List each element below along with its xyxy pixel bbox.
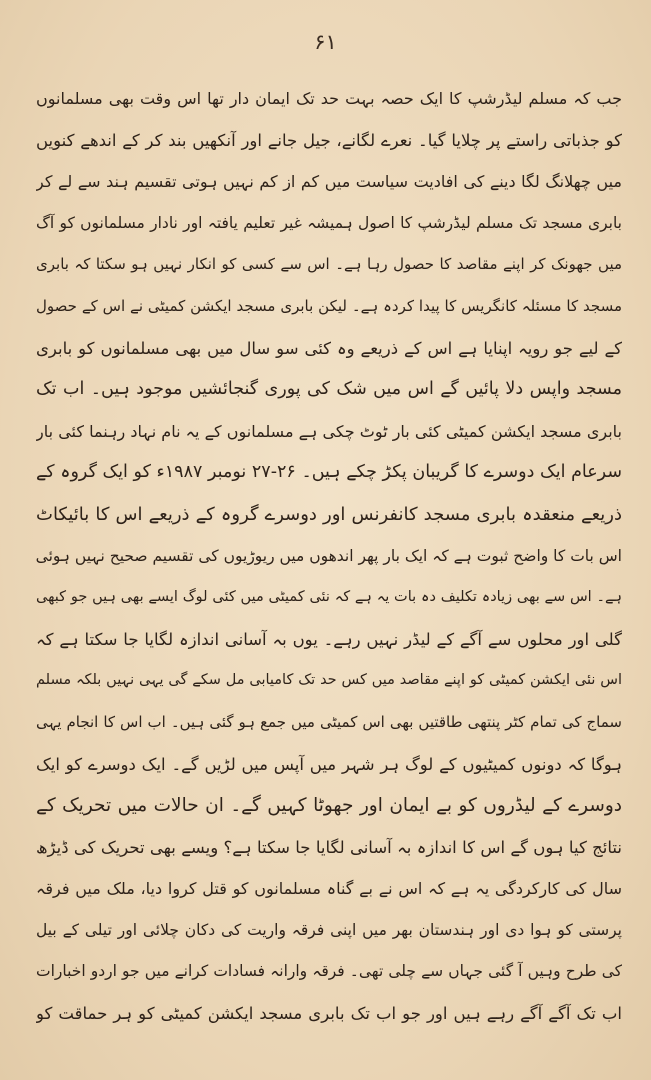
text-line: گلی اور محلوں سے آگے کے لیڈر نہیں رہے۔ یوں بہ آسانی اندازہ لگایا جا سکتا ہے کہ xyxy=(36,629,622,649)
text-line: سرعام ایک دوسرے کا گریبان پکڑ چکے ہیں۔ ۲۶-۲۷ نومبر ۱۹۸۷ء کو ایک گروہ کے xyxy=(36,462,622,483)
text-line: اب تک آگے آگے رہے ہیں اور جو اب تک بابری مسجد ایکشن کمیٹی کو ہر حماقت کو xyxy=(36,1004,622,1024)
text-line: دوسرے کے لیڈروں کو بے ایمان اور جھوٹا کہیں گے۔ ان حالات میں تحریک کے xyxy=(36,795,622,817)
text-line: میں جھونک کر اپنے مقاصد کا حصول رہا ہے۔ اس سے کسی کو انکار نہیں ہو سکتا کہ بابری xyxy=(36,255,622,274)
text-line: کو جذباتی راستے پر چلایا گیا۔ نعرے لگانے، جیل جانے اور آنکھیں بند کر کے اندھے کنویں xyxy=(36,130,622,150)
text-line: میں چھلانگ لگا دینے کی افادیت سیاست میں کم از کم نہیں ہوتی تقسیم ہند سے لے کر xyxy=(36,172,622,192)
text-line: بابری مسجد ایکشن کمیٹی کئی بار ٹوٹ چکی ہے مسلمانوں کے یہ نام نہاد رہنما کئی بار xyxy=(36,421,622,441)
text-line: کے لیے جو رویہ اپنایا ہے اس کے ذریعے وہ کئی سو سال میں بھی مسلمانوں کو بابری xyxy=(36,338,622,358)
text-line: ہے۔ اس سے بھی زیادہ تکلیف دہ بات یہ ہے کہ نئی کمیٹی میں کئی لوگ ایسے بھی ہیں جو کبھی xyxy=(36,589,622,606)
text-line: بابری مسجد تک مسلم لیڈرشپ کا اصول ہمیشہ غیر تعلیم یافتہ اور نادار مسلمانوں کو آگ xyxy=(36,213,622,232)
text-line: ہوگا کہ دونوں کمیٹیوں کے لوگ ہر شہر میں آپس میں لڑیں گے۔ ایک دوسرے کو ایک xyxy=(36,754,622,774)
text-line: مسجد واپس دلا پائیں گے اس میں شک کی پوری گنجائشیں موجود ہیں۔ اب تک xyxy=(36,379,622,400)
text-line: کی طرح وہیں آ گئی جہاں سے چلی تھی۔ فرقہ وارانہ فسادات کرانے میں جو اردو اخبارات xyxy=(36,962,622,981)
text-line: نتائج کیا ہوں گے اس کا اندازہ بہ آسانی لگایا جا سکتا ہے؟ ویسے بھی تحریک کی ڈیڑھ xyxy=(36,837,622,857)
text-line: سماج کی تمام کٹر پنتھی طاقتیں بھی اس کمیٹی میں جمع ہو گئی ہیں۔ اب اس کا انجام یہی xyxy=(36,712,622,731)
text-line: سال کی کارکردگی یہ ہے کہ اس نے بے گناہ مسلمانوں کو قتل کروا دیا، ملک میں فرقہ xyxy=(36,879,622,899)
text-line: اس نئی ایکشن کمیٹی کو اپنے مقاصد میں کس حد تک کامیابی مل سکے گی یہی نہیں بلکہ مسلم xyxy=(36,672,622,689)
text-line: پرستی کو ہوا دی اور ہندستان بھر میں اپنی فرقہ واریت کی دکان چلائی اور تیلی کے بیل xyxy=(36,920,622,939)
text-line: جب کہ مسلم لیڈرشپ کا ایک حصہ بہت حد تک ایمان دار تھا اس وقت بھی مسلمانوں xyxy=(36,89,622,108)
page-number: ۶۱ xyxy=(314,30,337,54)
text-line: ذریعے منعقدہ بابری مسجد کانفرنس اور دوسرے گروہ کے ذریعے اس کا بائیکاٹ xyxy=(36,503,622,525)
text-line: مسجد کا مسئلہ کانگریس کا پیدا کردہ ہے۔ لیکن بابری مسجد ایکشن کمیٹی نے اس کے حصول xyxy=(36,296,622,315)
body-text xyxy=(36,78,622,1035)
text-line: اس بات کا واضح ثبوت ہے کہ ایک بار پھر اندھوں میں ریوڑیوں کی تقسیم صحیح نہیں ہوئی xyxy=(36,546,622,565)
